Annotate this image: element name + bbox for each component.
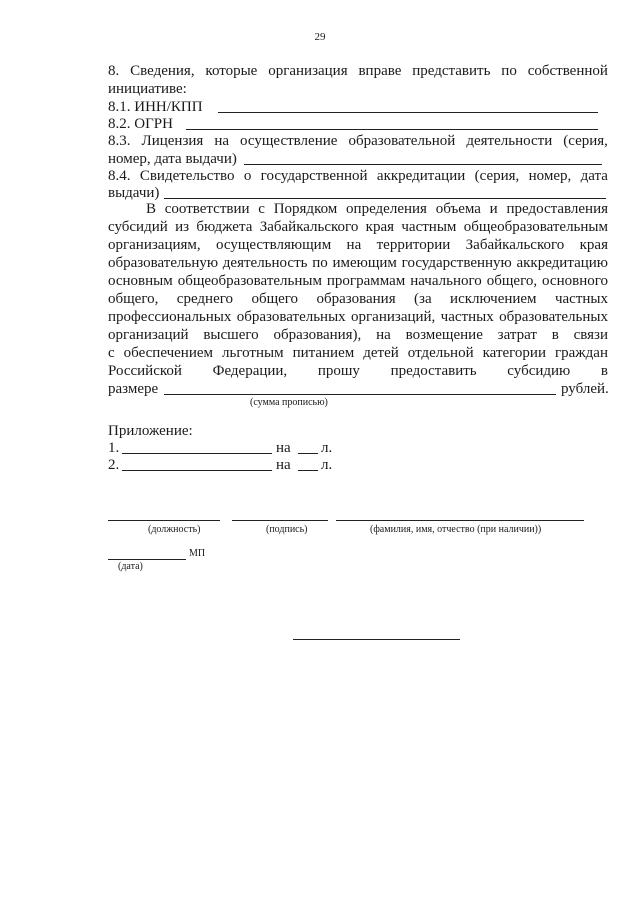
word: государственной (260, 168, 368, 184)
word: деятельности (466, 133, 553, 149)
appendix-doc-line (122, 453, 272, 454)
amount-label: размере (108, 381, 159, 397)
word: на (214, 133, 230, 149)
date-caption: (дата) (118, 561, 143, 572)
item8-heading-line2: инициативе: (108, 81, 187, 97)
word: 8.3. (108, 133, 131, 149)
appendix-doc-line (122, 470, 272, 471)
word: представить (412, 63, 491, 79)
appendix-sheets-line (298, 453, 318, 454)
ogrn-label: 8.2. ОГРН (108, 116, 173, 132)
accred-line1 (108, 167, 608, 185)
amount-caption: (сумма прописью) (250, 397, 328, 408)
stamp-label: МП (189, 548, 206, 559)
appendix-item-number: 2. (108, 457, 120, 473)
inn-field-line (218, 112, 598, 113)
request-line-6: общего, среднего общего образования (за исключением частных (108, 291, 608, 307)
request-line-7: профессиональных образовательных организаций, частных образовательных (108, 309, 608, 325)
name-line (336, 520, 584, 521)
license-field-line (244, 164, 602, 165)
word: образовательной (348, 133, 456, 149)
name-caption: (фамилия, имя, отчество (при наличии)) (370, 524, 542, 535)
appendix-on-label: на (276, 457, 291, 473)
word: Сведения, (130, 63, 195, 79)
request-line-1: В соответствии с Порядком определения объема и предоставления (146, 201, 608, 217)
request-line-3: организациям, осуществляющим на территории Забайкальского края (108, 237, 608, 253)
word: Лицензия (141, 133, 204, 149)
request-line-9: с обеспечением льготным питанием детей отдельной категории граждан (108, 345, 608, 361)
word: 8.4. (108, 168, 131, 184)
request-line-10: Российской Федерации, прошу предоставить субсидию в (108, 363, 608, 379)
word: о (243, 168, 252, 184)
inn-label: 8.1. ИНН/КПП (108, 99, 203, 115)
request-line-4: образовательную деятельность по имеющим государственную аккредитацию (108, 255, 608, 271)
amount-field-line (164, 394, 556, 395)
request-line-2: субсидий из бюджета Забайкальского края частным общеобразовательным (108, 219, 608, 235)
word: по (501, 63, 517, 79)
appendix-sheets-label: л. (321, 457, 333, 473)
date-line (108, 559, 186, 560)
word: (серия, (563, 133, 608, 149)
appendix-title: Приложение: (108, 423, 193, 439)
word: осуществление (240, 133, 338, 149)
word: 8. (108, 63, 120, 79)
item8-heading-line1 (108, 62, 608, 80)
signature-line (232, 520, 328, 521)
appendix-sheets-line (298, 470, 318, 471)
position-line (108, 520, 220, 521)
word: номер, (528, 168, 572, 184)
signature-caption: (подпись) (266, 524, 308, 535)
appendix-sheets-label: л. (321, 440, 333, 456)
currency-label: рублей. (561, 381, 609, 397)
word: аккредитации (376, 168, 466, 184)
accred-field-line (164, 198, 606, 199)
end-separator-line (293, 639, 460, 640)
position-caption: (должность) (148, 524, 201, 535)
word: Свидетельство (139, 168, 235, 184)
license-line1 (108, 132, 608, 150)
word: (серия, (474, 168, 520, 184)
word: вправе (358, 63, 402, 79)
appendix-item-number: 1. (108, 440, 120, 456)
word: дата (580, 168, 608, 184)
word: которые (205, 63, 258, 79)
word: организация (268, 63, 348, 79)
page-number: 29 (314, 31, 326, 43)
accred-line2: выдачи) (108, 185, 160, 201)
request-line-8: организаций высшего образования), на возмещение затрат в связи (108, 327, 608, 343)
word: собственной (527, 63, 608, 79)
license-line2: номер, дата выдачи) (108, 151, 237, 167)
request-line-5: основным общеобразовательным программам начального общего, основного (108, 273, 608, 289)
appendix-on-label: на (276, 440, 291, 456)
ogrn-field-line (186, 129, 598, 130)
